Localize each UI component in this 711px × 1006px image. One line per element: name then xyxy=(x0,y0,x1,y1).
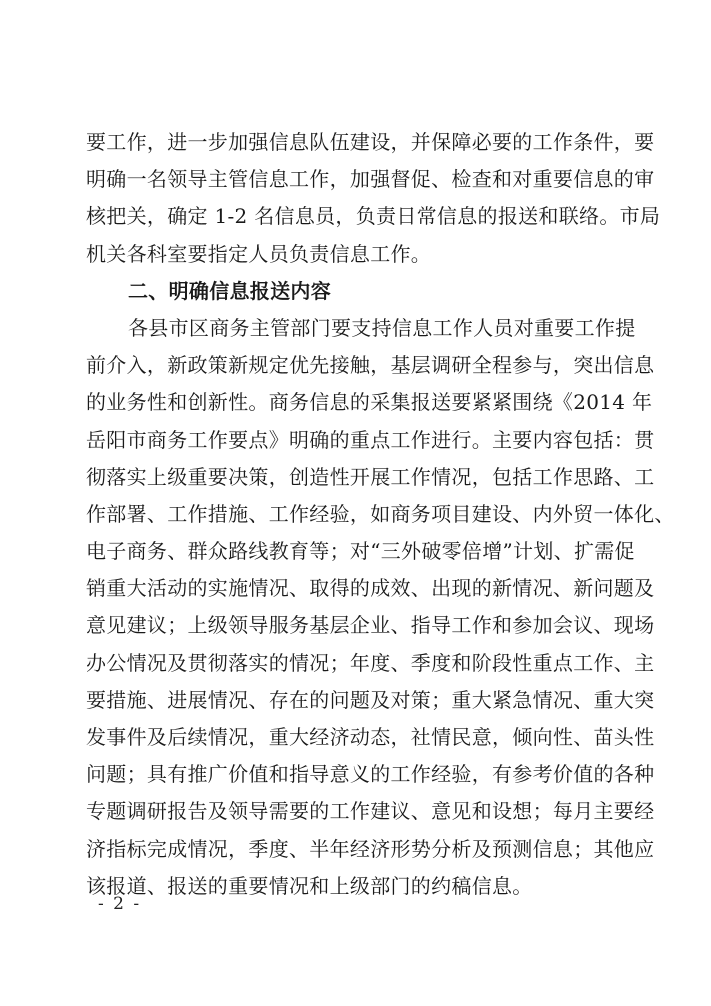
text-line: 办公情况及贯彻落实的情况；年度、季度和阶段性重点工作、主 xyxy=(86,650,655,675)
text-line: 销重大活动的实施情况、取得的成效、出现的新情况、新问题及 xyxy=(86,576,655,601)
text-line: 彻落实上级重要决策，创造性开展工作情况，包括工作思路、工 xyxy=(86,464,655,489)
text-line: 该报道、报送的重要情况和上级部门的约稿信息。 xyxy=(86,873,533,898)
text-line: 要工作，进一步加强信息队伍建设，并保障必要的工作条件，要 xyxy=(86,130,655,154)
text-line: 明确一名领导主管信息工作，加强督促、检查和对重要信息的审 xyxy=(86,167,655,192)
text-line: 问题；具有推广价值和指导意义的工作经验，有参考价值的各种 xyxy=(86,762,655,787)
text-line: 专题调研报告及领导需要的工作建议、意见和设想；每月主要经 xyxy=(86,799,655,824)
text-line: 意见建议；上级领导服务基层企业、指导工作和参加会议、现场 xyxy=(86,613,655,638)
text-line: 前介入，新政策新规定优先接触，基层调研全程参与，突出信息 xyxy=(86,353,655,378)
text-line: 核把关，确定 1-2 名信息员，负责日常信息的报送和联络。市局 xyxy=(86,204,661,229)
text-line: 作部署、工作措施、工作经验，如商务项目建设、内外贸一体化、 xyxy=(86,501,675,526)
text-line: 岳阳市商务工作要点》明确的重点工作进行。主要内容包括：贯 xyxy=(86,427,655,452)
section-heading: 二、明确信息报送内容 xyxy=(128,278,331,303)
text-line: 电子商务、群众路线教育等；对“三外破零倍增”计划、扩需促 xyxy=(86,539,635,564)
document-body xyxy=(86,124,675,905)
text-line: 的业务性和创新性。商务信息的采集报送要紧紧围绕《2014 年 xyxy=(86,390,653,415)
text-line: 发事件及后续情况，重大经济动态，社情民意，倾向性、苗头性 xyxy=(86,725,655,749)
text-line: 机关各科室要指定人员负责信息工作。 xyxy=(86,241,432,266)
page-number: - 2 - xyxy=(98,894,142,914)
text-line: 济指标完成情况，季度、半年经济形势分析及预测信息；其他应 xyxy=(86,836,655,861)
text-line: 各县市区商务主管部门要支持信息工作人员对重要工作提 xyxy=(128,315,636,340)
text-line: 要措施、进展情况、存在的问题及对策；重大紧急情况、重大突 xyxy=(86,687,655,712)
